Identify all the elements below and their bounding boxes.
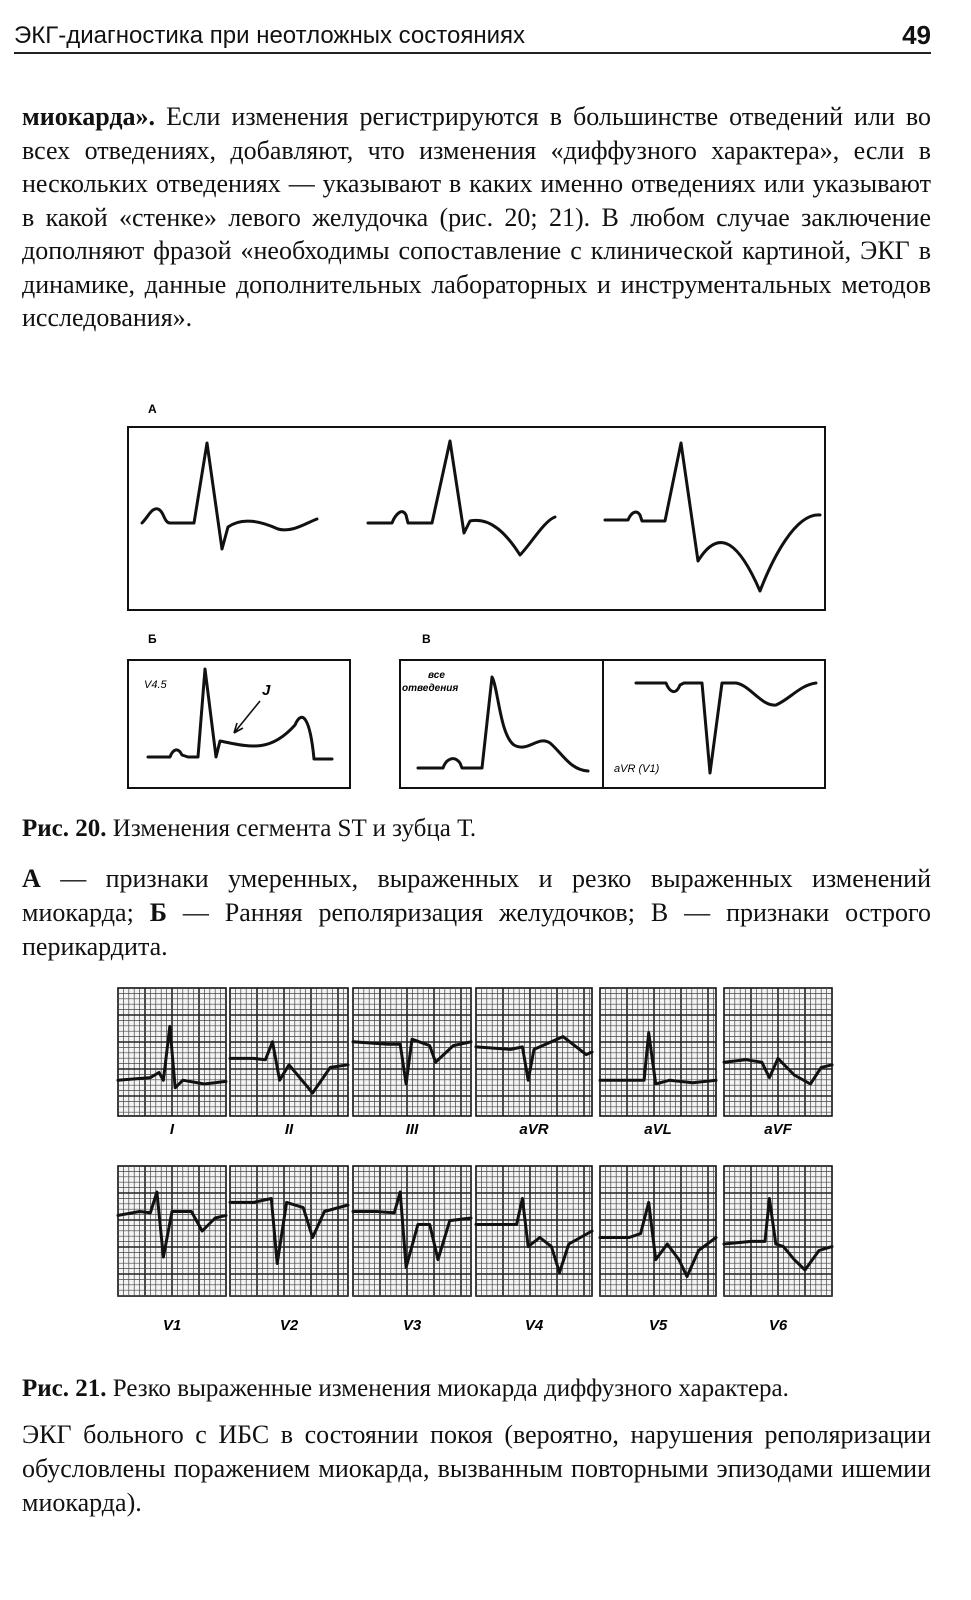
figure-20-caption-title <box>22 812 931 846</box>
lead-label-v6: V6 <box>768 1317 788 1334</box>
j-point-label: J <box>262 682 271 699</box>
lead-label-v1: V1 <box>162 1317 182 1334</box>
lead-label-v2: V2 <box>279 1317 299 1334</box>
ecg-strip <box>724 988 832 1116</box>
lead-label-ii: II <box>284 1121 294 1138</box>
ecg-strip-frame <box>600 988 716 1116</box>
caption-b-text: — Ранняя реполяризация желудочков; В — признаки острого перикардита. <box>22 898 931 961</box>
figure-20-caption-title-text: Изменения сегмента ST и зубца Т. <box>106 815 477 842</box>
ecg-strip <box>230 988 348 1116</box>
panel-a-trace-severe <box>605 443 820 591</box>
ecg-strip <box>353 1166 471 1296</box>
all-leads-label-line1: все <box>428 670 445 681</box>
figure-21-ecg <box>110 982 840 1347</box>
lead-label-v3: V3 <box>402 1317 422 1334</box>
ecg-strip <box>118 988 226 1116</box>
figure-21-caption-body: ЭКГ больного с ИБС в состоянии покоя (вероятно, нарушения реполяризации обусловлены поражением миокарда, вызванным повторными эпизодами ишемии миокарда). <box>22 1420 931 1517</box>
lead-v45-label: V4.5 <box>144 679 167 691</box>
j-point-arrow <box>234 701 260 733</box>
panel-a-trace-moderate <box>142 443 317 549</box>
lead-label-iii: III <box>405 1121 419 1138</box>
body-paragraph-text: Если изменения регистрируются в большинстве отведений или во всех отведениях, добавляют, что изменения «диффузного характера», если в нескольких отведениях — указывают в каких именно отведениях или указывают в какой «стенке» левого желудочка (рис. 20; 21). В любом случае заключение дополняют фразой «необходимы сопоставление с клинической картиной, ЭКГ в динамике, данные дополнительных лабораторных и инструментальных методов исследования». <box>22 102 931 332</box>
panel-b-label: Б <box>148 632 157 646</box>
lead-label-v4: V4 <box>524 1317 544 1334</box>
ecg-strip-frame <box>230 988 348 1116</box>
lead-label-avl: aVL <box>644 1121 672 1138</box>
lead-label-avr: aVR <box>519 1121 549 1138</box>
figure-21-caption-title-text: Резко выраженные изменения миокарда диффузного характера. <box>106 1375 789 1402</box>
panel-b-trace <box>148 669 332 759</box>
header-rule <box>14 52 931 54</box>
ecg-strip <box>724 1166 832 1296</box>
panel-v-trace-avr <box>636 683 816 773</box>
lead-label-avf: aVF <box>764 1121 792 1138</box>
figure-20-caption-number: Рис. 20. <box>22 815 107 842</box>
panel-v-label: В <box>422 632 431 646</box>
body-paragraph <box>22 100 931 335</box>
ecg-strip <box>476 988 592 1116</box>
caption-b-bold: Б <box>149 898 167 927</box>
lead-label-i: I <box>169 1121 175 1138</box>
avr-v1-label: aVR (V1) <box>614 763 660 775</box>
figure-20 <box>110 395 840 795</box>
page-number: 49 <box>902 20 931 50</box>
running-header-title: ЭКГ-диагностика при неотложных состояниях <box>14 22 525 49</box>
ecg-strip <box>230 1166 348 1296</box>
body-lead-bold: миокарда». <box>22 102 156 131</box>
ecg-strip <box>600 988 716 1116</box>
ecg-strip <box>353 988 471 1116</box>
all-leads-label-line2: отведения <box>402 683 459 694</box>
caption-a-text: — признаки умеренных, выраженных и резко выраженных изменений миокарда; <box>22 864 931 927</box>
figure-21-caption-title <box>22 1372 931 1406</box>
panel-a-label: А <box>148 402 157 416</box>
caption-a-bold: А <box>22 864 41 893</box>
lead-label-v5: V5 <box>648 1317 668 1334</box>
ecg-strip <box>118 1166 226 1296</box>
ecg-strip <box>476 1166 592 1296</box>
figure-21-caption-number: Рис. 21. <box>22 1375 107 1402</box>
ecg-strip-frame <box>353 988 471 1116</box>
panel-a-trace-pronounced <box>368 441 555 555</box>
panel-a-frame <box>128 427 825 610</box>
figure-20-caption-body <box>22 862 931 964</box>
ecg-strip <box>600 1166 716 1296</box>
